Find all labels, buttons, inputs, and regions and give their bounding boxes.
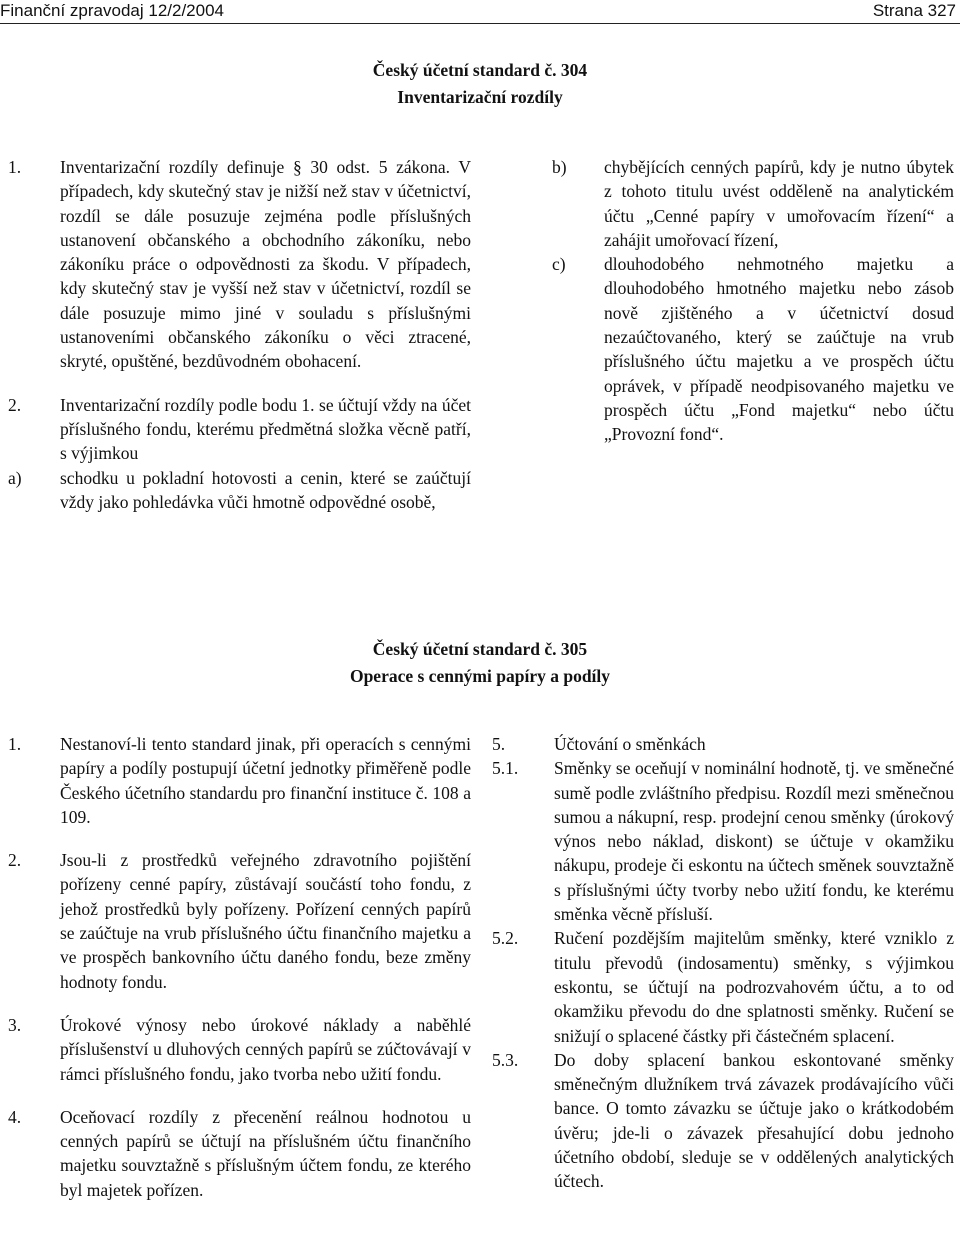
standard-305-right-column xyxy=(492,732,954,1194)
s304-item-2-text: Inventarizační rozdíly podle bodu 1. se účtují vždy na účet příslušného fondu, kterému předmětná složka věcně patří, s výjimkou xyxy=(60,394,471,464)
standard-305-left-column xyxy=(8,732,471,1202)
s304-item-a-label: a) xyxy=(8,467,22,488)
s304-item-2-number: 2. xyxy=(8,394,22,415)
s304-item-1-text: Inventarizační rozdíly definuje § 30 odst. 5 zákona. V případech, kdy skutečný stav je nižší než stav v účetnictví, rozdíl se dále posuzuje zejména podle příslušných ustanovení občanského a obchodního zákoníku, nebo zákoníku práce o odpovědnosti za škodu. V případech, kdy skutečný stav je vyšší než stav v účetnictví, rozdíl se dále posuzuje mimo jiné v souladu s příslušnými ustanoveními občanského zákoníku o věci ztracené, skryté, opuštěné, bezdůvodném obohacení. xyxy=(60,157,471,372)
publication-title: Finanční zpravodaj 12/2/2004 xyxy=(0,1,224,20)
s305-item-number: 2. xyxy=(8,850,22,871)
s305-item-text: Úrokové výnosy nebo úrokové náklady a naběhlé příslušenství u dluhových cenných papírů se zúčtovávají v rámci příslušného fondu, jako tvorba nebo užití fondu. xyxy=(60,1014,471,1084)
standard-304-left-column xyxy=(8,155,471,514)
s304-item-b-label: b) xyxy=(552,157,567,177)
s304-item-b-text: chybějících cenných papírů, kdy je nutno úbytek z tohoto titulu uvést odděleně na analytickém účtu „Cenné papíry v umořovacím řízení“ a zahájit umořovací řízení, xyxy=(604,157,954,250)
s305-sub-item-number: 5.1. xyxy=(492,758,519,779)
s305-sub-item-text: Směnky se oceňují v nominální hodnotě, tj. ve směnečné sumě podle zvláštního předpisu. Rozdíl mezi směnečnou sumou a nákupní, resp. prodejní cenou směnky (úrokový výnos nebo náklad, diskont) se účtuje v okamžiku nákupu, prodeje či eskontu na účtech směnek souvztažně s příslušnými účty tvorby nebo užití fondu, ke kterému směnka věcně přísluší. xyxy=(554,758,954,925)
page-number: Strana 327 xyxy=(872,1,956,20)
s305-item-number: 4. xyxy=(8,1106,22,1127)
header-divider xyxy=(0,23,960,24)
s304-item-1-number: 1. xyxy=(8,157,22,177)
s305-sub-item xyxy=(492,1048,954,1194)
s304-item-c xyxy=(552,252,954,446)
s305-item-5 xyxy=(492,732,954,756)
standard-304-title-line2: Inventarizační rozdíly xyxy=(397,87,563,107)
s305-sub-item-number: 5.3. xyxy=(492,1049,519,1070)
s305-item-number: 3. xyxy=(8,1014,22,1035)
s305-sub-item-text: Do doby splacení bankou eskontované směnky směnečným dlužníkem trvá závazek prodávajícího vůči bance. O tomto závazku se účtuje jako o krátkodobém úvěru; jde-li o závazek přesahující dobu jednoho účetního období, sleduje se v oddělených analytických účtech. xyxy=(554,1049,954,1192)
s305-item-number: 1. xyxy=(8,734,22,754)
standard-304-right-column xyxy=(552,155,954,447)
s304-item-c-label: c) xyxy=(552,254,566,275)
standard-305-title-line2: Operace s cennými papíry a podíly xyxy=(349,666,611,686)
s304-item-1 xyxy=(8,155,471,374)
s305-item xyxy=(8,1013,471,1086)
s304-item-a-text: schodku u pokladní hotovosti a cenin, které se zaúčtují vždy jako pohledávka vůči hmotně odpovědné osobě, xyxy=(60,467,471,512)
s305-item xyxy=(8,1105,471,1202)
s305-item xyxy=(8,732,471,829)
page-header xyxy=(0,0,960,28)
s305-sub-item-number: 5.2. xyxy=(492,928,519,949)
s305-sub-item xyxy=(492,756,954,926)
s305-item-text: Jsou-li z prostředků veřejného zdravotního pojištění pořízeny cenné papíry, zůstávají součástí toho fondu, z jehož prostředků byly pořízeny. Pořízení cenných papírů se zaúčtuje na vrub příslušného účtu finančního majetku a ve prospěch bankovního účtu daného fondu, beze změny hodnoty fondu. xyxy=(60,850,471,992)
standard-305-title xyxy=(0,636,960,690)
s304-item-c-text: dlouhodobého nehmotného majetku a dlouhodobého hmotného majetku nebo zásob nově zjištěného a v účetnictví dosud nezaúčtovaného, který se zaúčtuje na vrub příslušného účtu majetku a ve prospěch účtu oprávek, v případě neodpisovaného majetku ve prospěch účtu „Fond majetku“ nebo účtu „Provozní fond“. xyxy=(604,254,954,445)
s305-item-text: Oceňovací rozdíly z přecenění reálnou hodnotou u cenných papírů se účtují na příslušném účtu finančního majetku souvztažně s příslušným účtem fondu, ze kterého byl majetek pořízen. xyxy=(60,1106,471,1200)
standard-304-title-line1: Český účetní standard č. 304 xyxy=(372,60,588,80)
s305-item xyxy=(8,848,471,994)
s305-sub-item xyxy=(492,926,954,1047)
standard-305-title-line1: Český účetní standard č. 305 xyxy=(372,639,588,659)
s305-item-5-number: 5. xyxy=(492,734,506,754)
s304-item-b xyxy=(552,155,954,252)
s305-item-5-title: Účtování o směnkách xyxy=(554,734,706,754)
s304-item-2 xyxy=(8,393,471,466)
s304-item-a xyxy=(8,466,471,515)
s305-sub-item-text: Ručení pozdějším majitelům směnky, které vzniklo z titulu převodů (indosamentu) směnky, s výjimkou eskontu, se účtují na podrozvahovém účtu, a to od okamžiku převodu do dne splatnosti směnky. Ručení se snižují o splacené částky při částečném splacení. xyxy=(554,928,954,1046)
s305-item-text: Nestanoví-li tento standard jinak, při operacích s cennými papíry a podíly postupují účetní jednotky přiměřeně podle Českého účetního standardu pro finanční instituce č. 108 a 109. xyxy=(60,734,471,827)
standard-304-title xyxy=(0,57,960,111)
